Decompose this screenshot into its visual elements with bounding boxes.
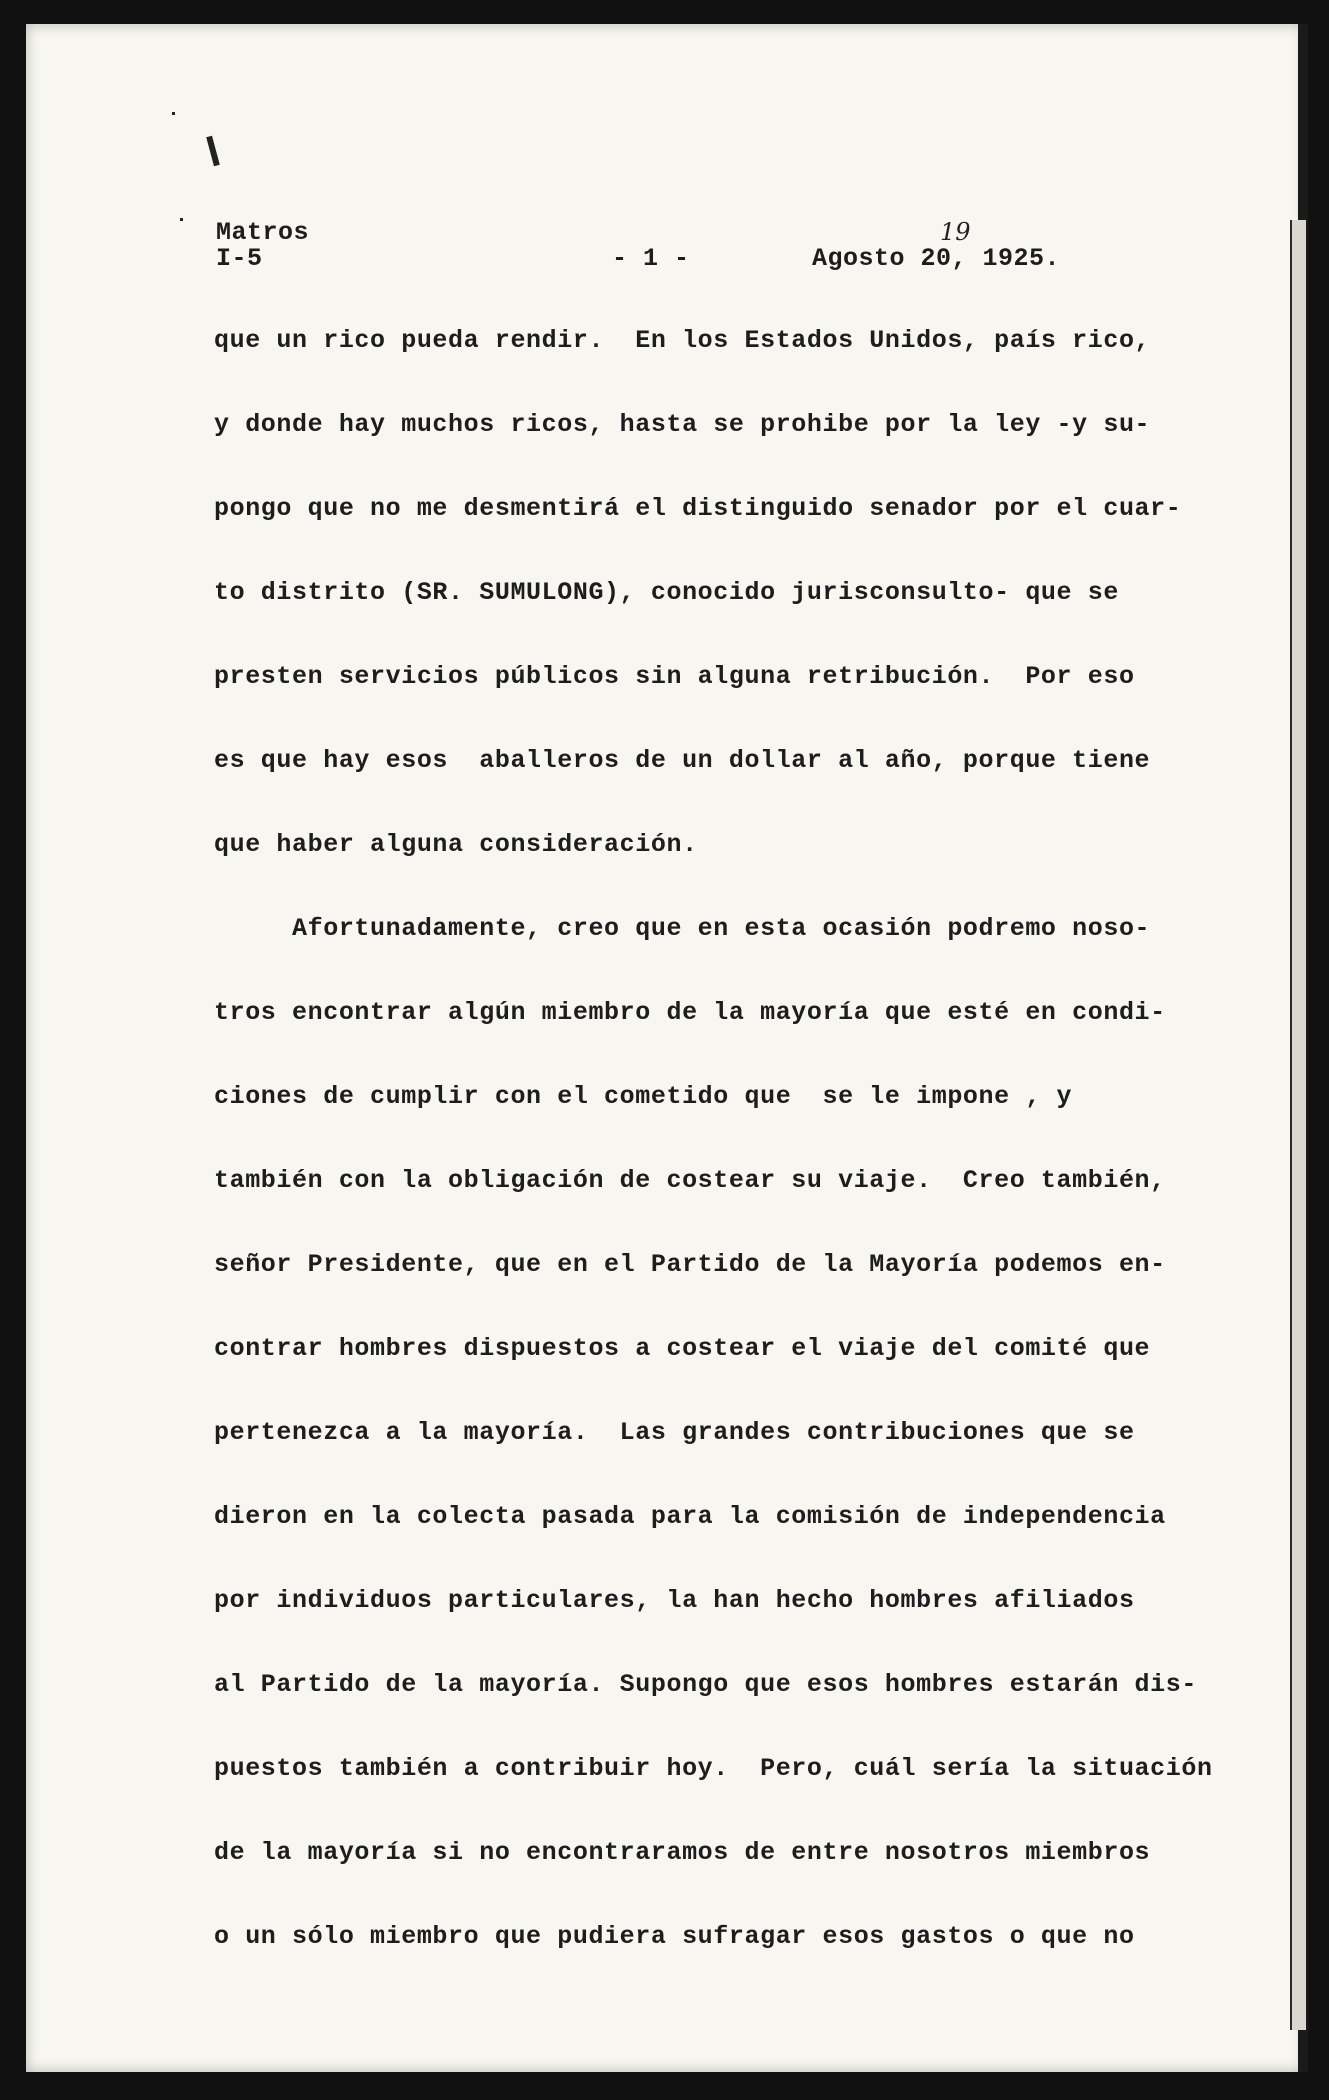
body-line: contrar hombres dispuestos a costear el viaje del comité que [214, 1334, 1151, 1363]
body-line: señor Presidente, que en el Partido de la Mayoría podemos en- [214, 1250, 1166, 1279]
ink-dot [172, 112, 175, 115]
ink-dot [180, 218, 183, 221]
body-line: ciones de cumplir con el cometido que se le impone , y [214, 1082, 1073, 1111]
body-line: por individuos particulares, la han hecho hombres afiliados [214, 1586, 1135, 1615]
header-code: I-5 [216, 244, 263, 273]
body-line: es que hay esos aballeros de un dollar al año, porque tiene [214, 746, 1151, 775]
page-edge [1290, 220, 1306, 2030]
body-line: presten servicios públicos sin alguna retribución. Por eso [214, 662, 1135, 691]
body-line: pertenezca a la mayoría. Las grandes contribuciones que se [214, 1418, 1135, 1447]
body-line: también con la obligación de costear su viaje. Creo también, [214, 1166, 1166, 1195]
body-line: Afortunadamente, creo que en esta ocasión podremo noso- [214, 914, 1151, 943]
body-line: pongo que no me desmentirá el distinguido senador por el cuar- [214, 494, 1182, 523]
body-line: y donde hay muchos ricos, hasta se prohibe por la ley -y su- [214, 410, 1151, 439]
body-line: to distrito (SR. SUMULONG), conocido jurisconsulto- que se [214, 578, 1119, 607]
body-line: que un rico pueda rendir. En los Estados Unidos, país rico, [214, 326, 1151, 355]
body-line: al Partido de la mayoría. Supongo que esos hombres estarán dis- [214, 1670, 1197, 1699]
body-line: tros encontrar algún miembro de la mayoría que esté en condi- [214, 998, 1166, 1027]
header-date: Agosto 20, 1925. [812, 244, 1061, 273]
page-number: - 1 - [612, 244, 690, 273]
body-line: de la mayoría si no encontraramos de entre nosotros miembros [214, 1838, 1151, 1867]
body-line: dieron en la colecta pasada para la comisión de independencia [214, 1502, 1166, 1531]
handwritten-correction: 19 [940, 218, 971, 246]
header-name: Matros [216, 218, 310, 247]
body-line: o un sólo miembro que pudiera sufragar esos gastos o que no [214, 1922, 1135, 1951]
body-line: puestos también a contribuir hoy. Pero, cuál sería la situación [214, 1754, 1213, 1783]
body-line: que haber alguna consideración. [214, 830, 698, 859]
